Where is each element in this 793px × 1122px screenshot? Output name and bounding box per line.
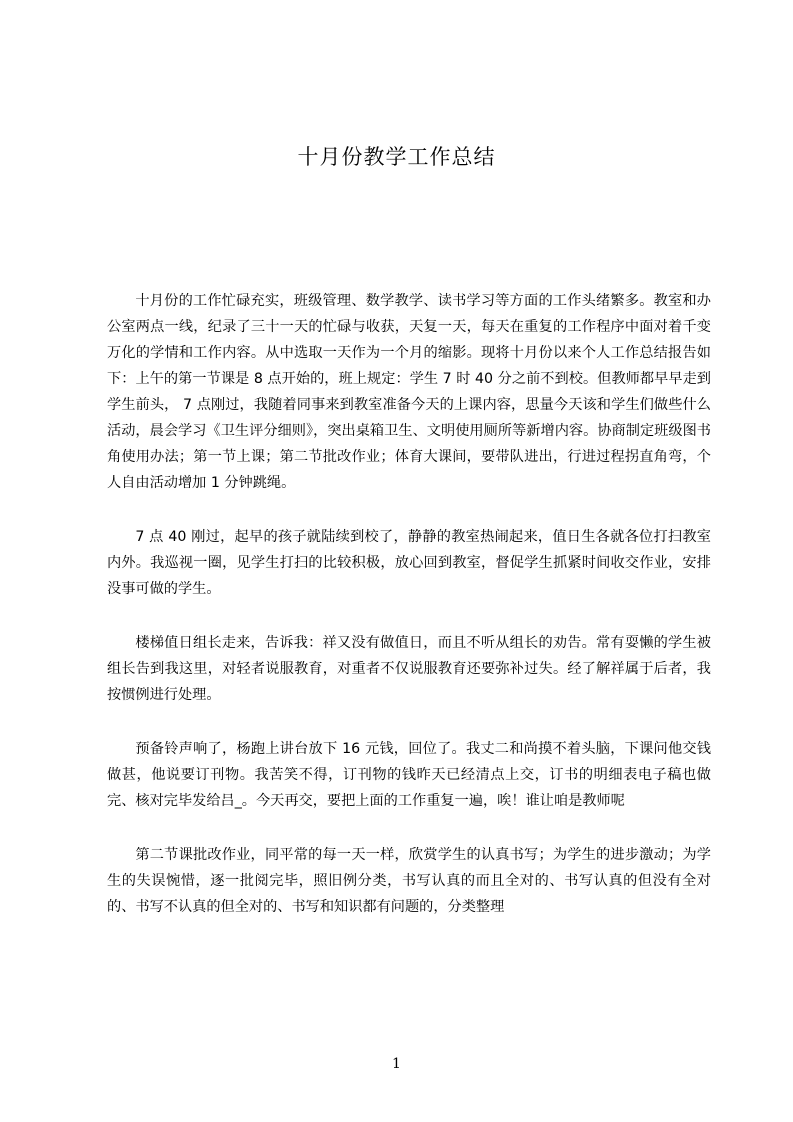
document-title: 十月份教学工作总结 — [297, 145, 496, 169]
paragraph: 楼梯值日组长走来，告诉我：祥又没有做值日，而且不听从组长的劝告。常有耍懒的学生被组长告到我这里，对轻者说服教育，对重者不仅说服教育还要弥补过失。经了解祥属于后者，我按惯例进行处理。 — [107, 635, 711, 703]
paragraph: 第二节课批改作业，同平常的每一天一样，欣赏学生的认真书写；为学生的进步激动；为学生的失误惋惜，逐一批阅完毕，照旧例分类，书写认真的而且全对的、书写认真的但没有全对的、书写不认真的但全对的、书写和知识都有问题的，分类整理 — [107, 847, 711, 915]
document-body — [107, 288, 711, 948]
paragraph: 十月份的工作忙碌充实，班级管理、数学教学、读书学习等方面的工作头绪繁多。教室和办公室两点一线，纪录了三十一天的忙碌与收获，天复一天，每天在重复的工作程序中面对着千变万化的学情和工作内容。从中选取一天作为一个月的缩影。现将十月份以来个人工作总结报告如下：上午的第一节课是 8 点开始的，班上规定：学生 7 时 40 分之前不到校。但教师都早早走到学生前头， 7 点刚过，我随着同事来到教室准备今天的上课内容，思量今天该和学生们做些什么活动，晨会学习《卫生评分细则》，突出桌箱卫生、文明使用厕所等新增内容。协商制定班级图书角使用办法；第一节上课；第二节批改作业；体育大课间，要带队进出，行进过程拐直角弯，个人自由活动增加 1 分钟跳绳。 — [107, 293, 711, 491]
paragraph: 7 点 40 刚过，起早的孩子就陆续到校了，静静的教室热闹起来，值日生各就各位打扫教室内外。我巡视一圈，见学生打扫的比较积极，放心回到教室，督促学生抓紧时间收交作业，安排没事可做的学生。 — [107, 529, 711, 597]
page-number: 1 — [392, 1056, 401, 1072]
paragraph: 预备铃声响了，杨跑上讲台放下 16 元钱，回位了。我丈二和尚摸不着头脑，下课问他交钱做甚，他说要订刊物。我苦笑不得，订刊物的钱昨天已经清点上交，订书的明细表电子稿也做完、核对完毕发给吕_。今天再交，要把上面的工作重复一遍，唉！谁让咱是教师呢 — [107, 741, 711, 809]
